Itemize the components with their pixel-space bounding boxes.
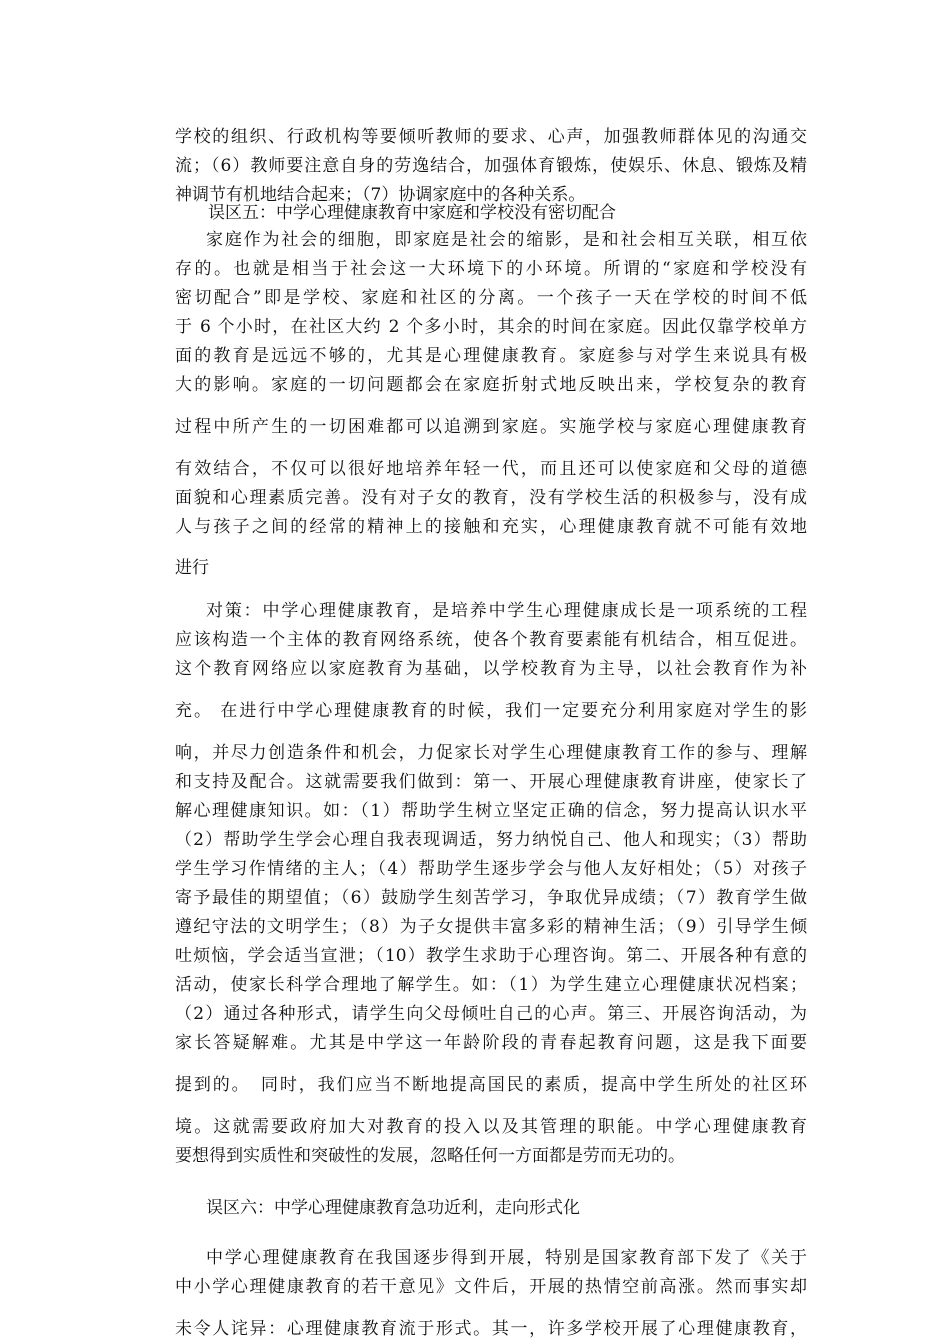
text-line: 中学心理健康教育在我国逐步得到开展，特别是国家教育部下发了《关于 xyxy=(206,1248,807,1268)
text-line: 吐烦恼，学会适当宣泄；（10）教学生求助于心理咨询。第二、开展各种有意的 xyxy=(175,946,807,966)
text-line: 面貌和心理素质完善。没有对子女的教育，没有学校生活的积极参与，没有成 xyxy=(175,488,807,508)
text-line: 境。这就需要政府加大对教育的投入以及其管理的职能。中学心理健康教育 xyxy=(175,1117,807,1137)
text-line: 寄予最佳的期望值；（6）鼓励学生刻苦学习，争取优异成绩；（7）教育学生做 xyxy=(175,888,807,908)
text-line: 神调节有机地结合起来；（7）协调家庭中的各种关系。 xyxy=(175,185,586,205)
text-line: 解心理健康知识。如：（1）帮助学生树立坚定正确的信念，努力提高认识水平 xyxy=(175,801,807,821)
text-line: 活动，使家长科学合理地了解学生。如：（1）为学生建立心理健康状况档案； xyxy=(175,975,807,995)
text-line: 遵纪守法的文明学生；（8）为子女提供丰富多彩的精神生活；（9）引导学生倾 xyxy=(175,917,807,937)
text-line: 这个教育网络应以家庭教育为基础，以学校教育为主导，以社会教育作为补 xyxy=(175,659,807,679)
text-line: 面的教育是远远不够的，尤其是心理健康教育。家庭参与对学生来说具有极 xyxy=(175,346,807,366)
text-line: 学校的组织、行政机构等要倾听教师的要求、心声，加强教师群体见的沟通交 xyxy=(175,127,807,147)
text-line: 应该构造一个主体的教育网络系统，使各个教育要素能有机结合，相互促进。 xyxy=(175,630,807,650)
text-line: 家长答疑解难。尤其是中学这一年龄阶段的青春起教育问题，这是我下面要 xyxy=(175,1033,807,1053)
text-line: 密切配合”即是学校、家庭和社区的分离。一个孩子一天在学校的时间不低 xyxy=(175,288,807,308)
text-line: （2）通过各种形式，请学生向父母倾吐自己的心声。第三、开展咨询活动，为 xyxy=(175,1004,807,1024)
section-heading: 误区五：中学心理健康教育中家庭和学校没有密切配合 xyxy=(208,203,616,223)
text-line: 流；（6）教师要注意自身的劳逸结合，加强体育锻炼，使娱乐、休息、锻炼及精 xyxy=(175,156,807,176)
text-line: 过程中所产生的一切困难都可以追溯到家庭。实施学校与家庭心理健康教育 xyxy=(175,417,807,437)
section-heading: 误区六：中学心理健康教育急功近利，走向形式化 xyxy=(206,1198,580,1218)
text-line: 大的影响。家庭的一切问题都会在家庭折射式地反映出来，学校复杂的教育 xyxy=(175,375,807,395)
text-line: 充。 在进行中学心理健康教育的时候，我们一定要充分利用家庭对学生的影 xyxy=(175,701,807,721)
text-line: 存的。也就是相当于社会这一大环境下的小环境。所谓的“家庭和学校没有 xyxy=(175,259,807,279)
text-line: （2）帮助学生学会心理自我表现调适，努力纳悦自己、他人和现实；（3）帮助 xyxy=(175,830,807,850)
text-line: 家庭作为社会的细胞，即家庭是社会的缩影，是和社会相互关联，相互依 xyxy=(206,230,807,250)
text-line: 响，并尽力创造条件和机会，力促家长对学生心理健康教育工作的参与、理解 xyxy=(175,743,807,763)
text-line: 未令人诧异：心理健康教育流于形式。其一，许多学校开展了心理健康教育， xyxy=(175,1319,807,1339)
text-line: 中小学心理健康教育的若干意见》文件后，开展的热情空前高涨。然而事实却 xyxy=(175,1277,807,1297)
text-line: 于 6 个小时，在社区大约 2 个多小时，其余的时间在家庭。因此仅靠学校单方 xyxy=(175,317,807,337)
text-line: 提到的。 同时，我们应当不断地提高国民的素质，提高中学生所处的社区环 xyxy=(175,1075,807,1095)
text-line: 对策：中学心理健康教育，是培养中学生心理健康成长是一项系统的工程 xyxy=(206,601,807,621)
text-line: 进行 xyxy=(175,558,209,578)
text-line: 人与孩子之间的经常的精神上的接触和充实，心理健康教育就不可能有效地 xyxy=(175,517,807,537)
text-line: 有效结合，不仅可以很好地培养年轻一代，而且还可以使家庭和父母的道德 xyxy=(175,459,807,479)
text-line: 和支持及配合。这就需要我们做到：第一、开展心理健康教育讲座，使家长了 xyxy=(175,772,807,792)
text-line: 要想得到实质性和突破性的发展，忽略任何一方面都是劳而无功的。 xyxy=(175,1146,685,1166)
text-line: 学生学习作情绪的主人；（4）帮助学生逐步学会与他人友好相处；（5）对孩子 xyxy=(175,859,807,879)
